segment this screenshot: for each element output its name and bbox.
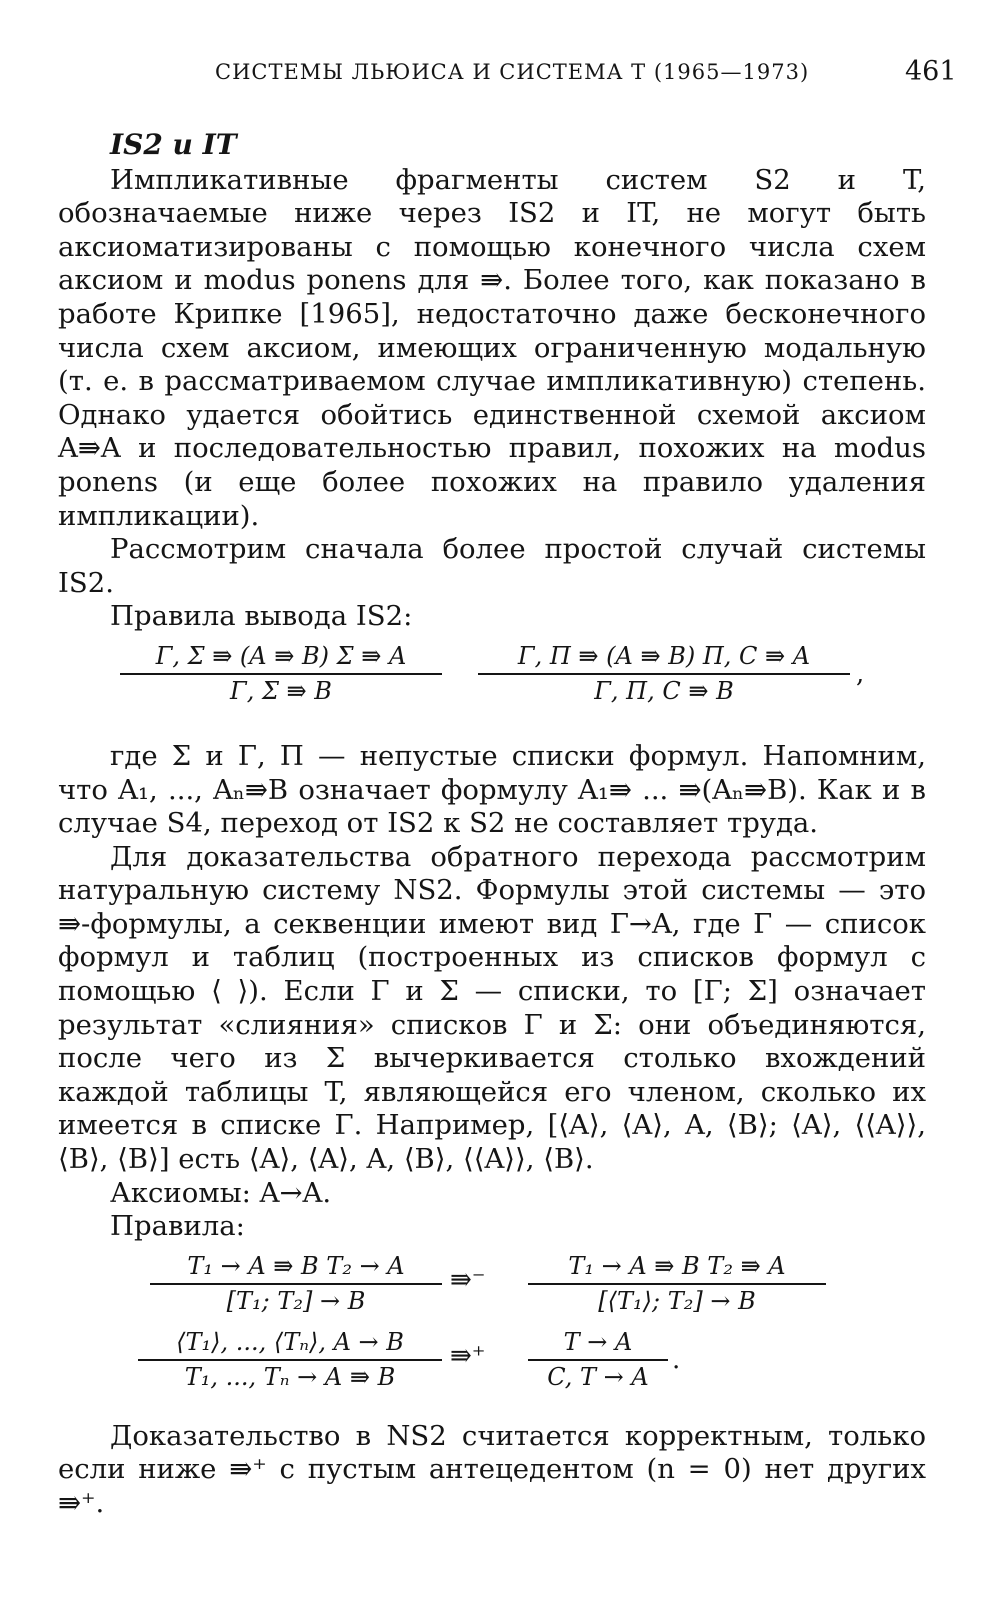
page-number: 461 — [905, 56, 957, 87]
rule-denominator: Γ, Π, C ⇛ B — [594, 676, 734, 705]
rule-numerator: T → A — [563, 1327, 633, 1356]
rule-numerator: T₁ → A ⇛ B T₂ ⇛ A — [568, 1251, 786, 1280]
rule-denominator: C, T → A — [547, 1362, 649, 1391]
paragraph-rules-label: Правила вывода IS2: — [110, 600, 413, 633]
rule-denominator: [T₁; T₂] → B — [226, 1286, 366, 1315]
fraction-bar — [528, 1359, 668, 1361]
fraction-bar — [120, 673, 442, 675]
rule-numerator: Γ, Π ⇛ (A ⇛ B) Π, C ⇛ A — [517, 641, 811, 670]
running-title: СИСТЕМЫ ЛЬЮИСА И СИСТЕМА T (1965—1973) — [215, 60, 810, 84]
paragraph-correctness: Доказательство в NS2 считается корректным, только если ниже ⇛⁺ с пустым антецедентом (n = 0) нет других ⇛⁺. — [58, 1419, 926, 1519]
rule-numerator: T₁ → A ⇛ B T₂ → A — [187, 1251, 405, 1280]
fraction-bar — [528, 1283, 826, 1285]
paragraph-axioms: Аксиомы: A→A. — [110, 1176, 332, 1209]
rule-denominator: [⟨T₁⟩; T₂] → B — [598, 1286, 756, 1315]
paragraph-intro: Импликативные фрагменты систем S2 и T, обозначаемые ниже через IS2 и IT, не могут быть аксиоматизированы с помощью конечного числа схем аксиом и modus ponens для ⇛. Более того, как показано в работе Крипке [1965], недостаточно даже бесконечного числа схем аксиом, имеющих ограниченную модальную (т. е. в рассматриваемом случае импликативную) степень. Однако удается обойтись единственной схемой аксиом A⇛A и последовательностью правил, похожих на modus ponens (и еще более похожих на правило удаления импликации). — [58, 163, 926, 532]
ns2-rule-weakening — [528, 1328, 668, 1392]
rules-comma: , — [856, 658, 865, 689]
ns2-rule-elim-1 — [150, 1252, 442, 1316]
rule-numerator: Γ, Σ ⇛ (A ⇛ B) Σ ⇛ A — [155, 641, 407, 670]
is2-inference-rules — [58, 638, 926, 734]
section-heading: IS2 и IT — [110, 128, 237, 161]
rule-denominator: T₁, ..., Tₙ → A ⇛ B — [184, 1362, 396, 1391]
fraction-bar — [150, 1283, 442, 1285]
page-body — [58, 128, 926, 1521]
paragraph-notation: где Σ и Γ, Π — непустые списки формул. Напомним, что A₁, ..., Aₙ⇛B означает формулу A₁⇛ ... ⇛(Aₙ⇛B). Как и в случае S4, переход от IS2 к S2 не составляет труда. — [58, 739, 926, 840]
rule-label-minus: ⇛⁻ — [450, 1264, 486, 1295]
page-header — [0, 56, 991, 96]
ns2-rule-elim-2 — [528, 1252, 826, 1316]
fraction-bar — [138, 1359, 442, 1361]
paragraph-rules-heading: Правила: — [110, 1210, 245, 1243]
paragraph-ns2: Для доказательства обратного перехода рассмотрим натуральную систему NS2. Формулы этой системы — это ⇛-формулы, а секвенции имеют вид Γ→A, где Γ — список формул и таблиц (построенных из списков формул с помощью ⟨ ⟩). Если Γ и Σ — списки, то [Γ; Σ] означает результат «слияния» списков Γ и Σ: они объединяются, после чего из Σ вычеркивается столько вхождений каждой таблицы T, являющейся его членом, сколько их имеется в списке Γ. Например, [⟨A⟩, ⟨A⟩, A, ⟨B⟩; ⟨A⟩, ⟨⟨A⟩⟩, ⟨B⟩, ⟨B⟩] есть ⟨A⟩, ⟨A⟩, A, ⟨B⟩, ⟨⟨A⟩⟩, ⟨B⟩. — [58, 840, 926, 1176]
rules-period: . — [672, 1344, 681, 1375]
fraction-bar — [478, 673, 850, 675]
rule-denominator: Γ, Σ ⇛ B — [230, 676, 332, 705]
rule-numerator: ⟨T₁⟩, ..., ⟨Tₙ⟩, A → B — [176, 1327, 404, 1356]
ns2-rules — [58, 1250, 926, 1400]
paragraph-is2-case: Рассмотрим сначала более простой случай системы IS2. — [58, 533, 926, 599]
is2-rule-1 — [120, 642, 442, 706]
ns2-rule-intro — [138, 1328, 442, 1392]
rule-label-plus: ⇛⁺ — [450, 1340, 486, 1371]
is2-rule-2 — [478, 642, 850, 706]
